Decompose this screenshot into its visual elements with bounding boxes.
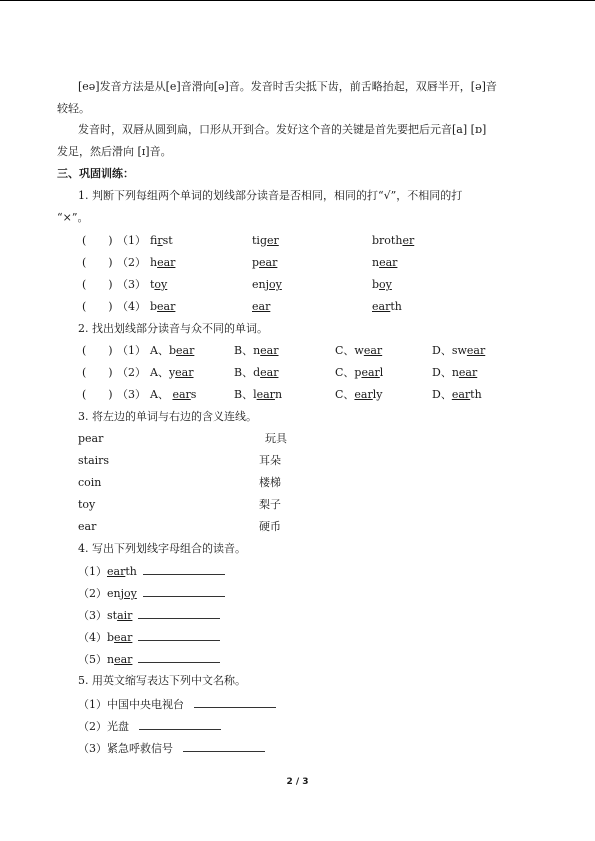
word-part: C、	[335, 388, 355, 401]
underlined-letters: er	[266, 234, 279, 247]
item-number: （1）	[78, 565, 107, 578]
word-part: n	[372, 256, 380, 269]
q3-right-meaning: 硬币	[259, 520, 281, 533]
underlined-letters: ear	[260, 366, 279, 379]
word-3	[372, 278, 392, 292]
q3-left-word: coin	[78, 476, 102, 489]
word-2	[252, 300, 270, 314]
q5-item	[78, 741, 265, 756]
intro-line-3: 发音时，双唇从圆到扁，口形从开到合。发好这个音的关键是首先要把后元音[a] [ɒ]	[78, 123, 487, 136]
answer-paren[interactable]: ( )	[82, 278, 113, 291]
q4-item	[78, 586, 225, 601]
q4-item	[78, 608, 220, 623]
word-part: tig	[252, 234, 267, 247]
word-part: f	[150, 234, 158, 247]
word-1	[150, 278, 167, 292]
word-part: th	[470, 388, 482, 401]
word-2	[252, 278, 282, 292]
word-1	[150, 256, 175, 270]
answer-blank[interactable]	[138, 630, 220, 641]
option-b	[234, 366, 278, 380]
word	[107, 631, 132, 644]
intro-line-1: [eə]发音方法是从[e]音滑向[ə]音。发音时舌尖抵下齿，前舌略抬起，双唇半开，[ə]音	[78, 80, 497, 93]
word-part: enj	[107, 587, 125, 600]
q5-item	[78, 719, 221, 734]
word-3	[372, 256, 397, 270]
item-number: （1）	[117, 344, 146, 357]
q5-item-label: （2）光盘	[78, 720, 129, 733]
word-part: A、y	[150, 366, 176, 379]
word-part: B、d	[234, 366, 261, 379]
answer-paren[interactable]: ( )	[82, 300, 113, 313]
underlined-letters: ear	[260, 344, 279, 357]
word	[107, 609, 132, 622]
word-part: enj	[252, 278, 270, 291]
word	[107, 653, 132, 666]
item-number: （4）	[78, 631, 107, 644]
answer-blank[interactable]	[139, 719, 221, 730]
underlined-letters: ear	[363, 344, 383, 357]
word-part: C、p	[335, 366, 362, 379]
underlined-letters: ear	[252, 300, 271, 313]
q3-right-meaning: 玩具	[265, 432, 287, 445]
underlined-letters: ear	[379, 256, 398, 269]
word-2	[252, 234, 279, 248]
answer-blank[interactable]	[138, 608, 220, 619]
q1-instruction-line-1: 1. 判断下列每组两个单词的划线部分读音是否相同，相同的打“√”，不相同的打	[78, 189, 463, 202]
q3-instruction: 3. 将左边的单词与右边的含义连线。	[78, 410, 257, 423]
underlined-letters: ear	[466, 344, 486, 357]
q5-item-label: （3）紧急呼救信号	[78, 742, 173, 755]
word-part: h	[150, 256, 158, 269]
underlined-letters: ear	[451, 388, 471, 401]
item-number: （3）	[117, 388, 146, 401]
answer-paren[interactable]: ( )	[82, 344, 113, 357]
option-a	[150, 344, 194, 358]
option-b	[234, 388, 282, 402]
underlined-letters: er	[402, 234, 415, 247]
answer-blank[interactable]	[194, 697, 276, 708]
intro-line-4: 发足，然后滑向 [ɪ]音。	[57, 145, 172, 158]
underlined-letters: ear	[114, 631, 133, 644]
q4-instruction: 4. 写出下列划线字母组合的读音。	[78, 542, 246, 555]
q4-item	[78, 652, 220, 667]
item-number: （4）	[117, 300, 146, 313]
q3-right-meaning: 梨子	[259, 498, 281, 511]
page-number: 2 / 3	[286, 777, 309, 787]
word-3	[372, 234, 414, 248]
word-part: D、sw	[432, 344, 467, 357]
underlined-letters: ear	[354, 388, 373, 401]
section-title: 三、巩固训练：	[57, 167, 134, 180]
word-part: s	[190, 388, 197, 401]
word-part: b	[107, 631, 115, 644]
option-c	[335, 366, 383, 380]
underlined-letters: ear	[107, 565, 126, 578]
underlined-letters: air	[117, 609, 133, 622]
q2-instruction: 2. 找出划线部分读音与众不同的单词。	[78, 322, 268, 335]
underlined-letters: ear	[114, 653, 133, 666]
option-d	[432, 366, 477, 380]
underlined-letters: ear	[175, 366, 194, 379]
answer-blank[interactable]	[143, 586, 225, 597]
word-part: A、b	[150, 344, 176, 357]
word-2	[252, 256, 277, 270]
underlined-letters: oy	[379, 278, 392, 291]
option-c	[335, 388, 382, 402]
underlined-letters: ear	[172, 388, 191, 401]
item-number: （3）	[78, 609, 107, 622]
q5-instruction: 5. 用英文缩写表达下列中文名称。	[78, 674, 246, 687]
answer-paren[interactable]: ( )	[82, 234, 113, 247]
word-part: p	[252, 256, 260, 269]
word-3	[372, 300, 402, 314]
underlined-letters: ear	[176, 344, 195, 357]
word-part: b	[372, 278, 380, 291]
word-part: t	[150, 278, 155, 291]
item-number: （2）	[78, 587, 107, 600]
item-number: （2）	[117, 256, 146, 269]
word-part: C、w	[335, 344, 364, 357]
word-1	[150, 234, 173, 248]
q3-left-word: ear	[78, 520, 97, 533]
word-part: A、	[150, 388, 173, 401]
word-part: n	[107, 653, 115, 666]
item-number: （2）	[117, 366, 146, 379]
word-part: st	[107, 609, 118, 622]
underlined-letters: ir	[157, 234, 163, 247]
word-part: D、	[432, 388, 452, 401]
q3-left-word: pear	[78, 432, 104, 445]
word	[107, 565, 137, 578]
word-part: l	[379, 366, 384, 379]
word-part: B、l	[234, 388, 257, 401]
q4-item	[78, 564, 225, 579]
q5-item	[78, 697, 276, 712]
word-part: D、n	[432, 366, 459, 379]
word-1	[150, 300, 175, 314]
underlined-letters: oy	[269, 278, 282, 291]
option-d	[432, 344, 485, 358]
word	[107, 587, 137, 600]
answer-blank[interactable]	[138, 652, 220, 663]
underlined-letters: ear	[458, 366, 478, 379]
answer-paren[interactable]: ( )	[82, 256, 113, 269]
underlined-letters: ear	[256, 388, 275, 401]
word-part: st	[162, 234, 173, 247]
underlined-letters: ear	[157, 300, 176, 313]
q3-right-meaning: 耳朵	[259, 454, 281, 467]
underlined-letters: ear	[259, 256, 278, 269]
underlined-letters: ear	[372, 300, 391, 313]
option-a	[150, 388, 196, 402]
word-part: broth	[372, 234, 403, 247]
answer-paren[interactable]: ( )	[82, 366, 113, 379]
item-number: （3）	[117, 278, 146, 291]
answer-blank[interactable]	[143, 564, 225, 575]
word-part: n	[274, 388, 283, 401]
word-part: ly	[372, 388, 383, 401]
q1-instruction-line-2: “×”。	[57, 211, 89, 224]
underlined-letters: ear	[361, 366, 380, 379]
q5-item-label: （1）中国中央电视台	[78, 698, 184, 711]
underlined-letters: oy	[154, 278, 168, 291]
option-d	[432, 388, 482, 402]
q4-item	[78, 630, 220, 645]
intro-line-2: 较轻。	[57, 102, 90, 115]
word-part: B、n	[234, 344, 261, 357]
option-c	[335, 344, 382, 358]
option-a	[150, 366, 194, 380]
q3-right-meaning: 楼梯	[259, 476, 281, 489]
option-b	[234, 344, 279, 358]
underlined-letters: ear	[157, 256, 176, 269]
item-number: （5）	[78, 653, 107, 666]
word-part: b	[150, 300, 158, 313]
answer-paren[interactable]: ( )	[82, 388, 113, 401]
word-part: th	[125, 565, 137, 578]
q3-left-word: stairs	[78, 454, 110, 467]
underlined-letters: oy	[124, 587, 137, 600]
answer-blank[interactable]	[183, 741, 265, 752]
q3-left-word: toy	[78, 498, 96, 511]
word-part: th	[390, 300, 402, 313]
item-number: （1）	[117, 234, 146, 247]
